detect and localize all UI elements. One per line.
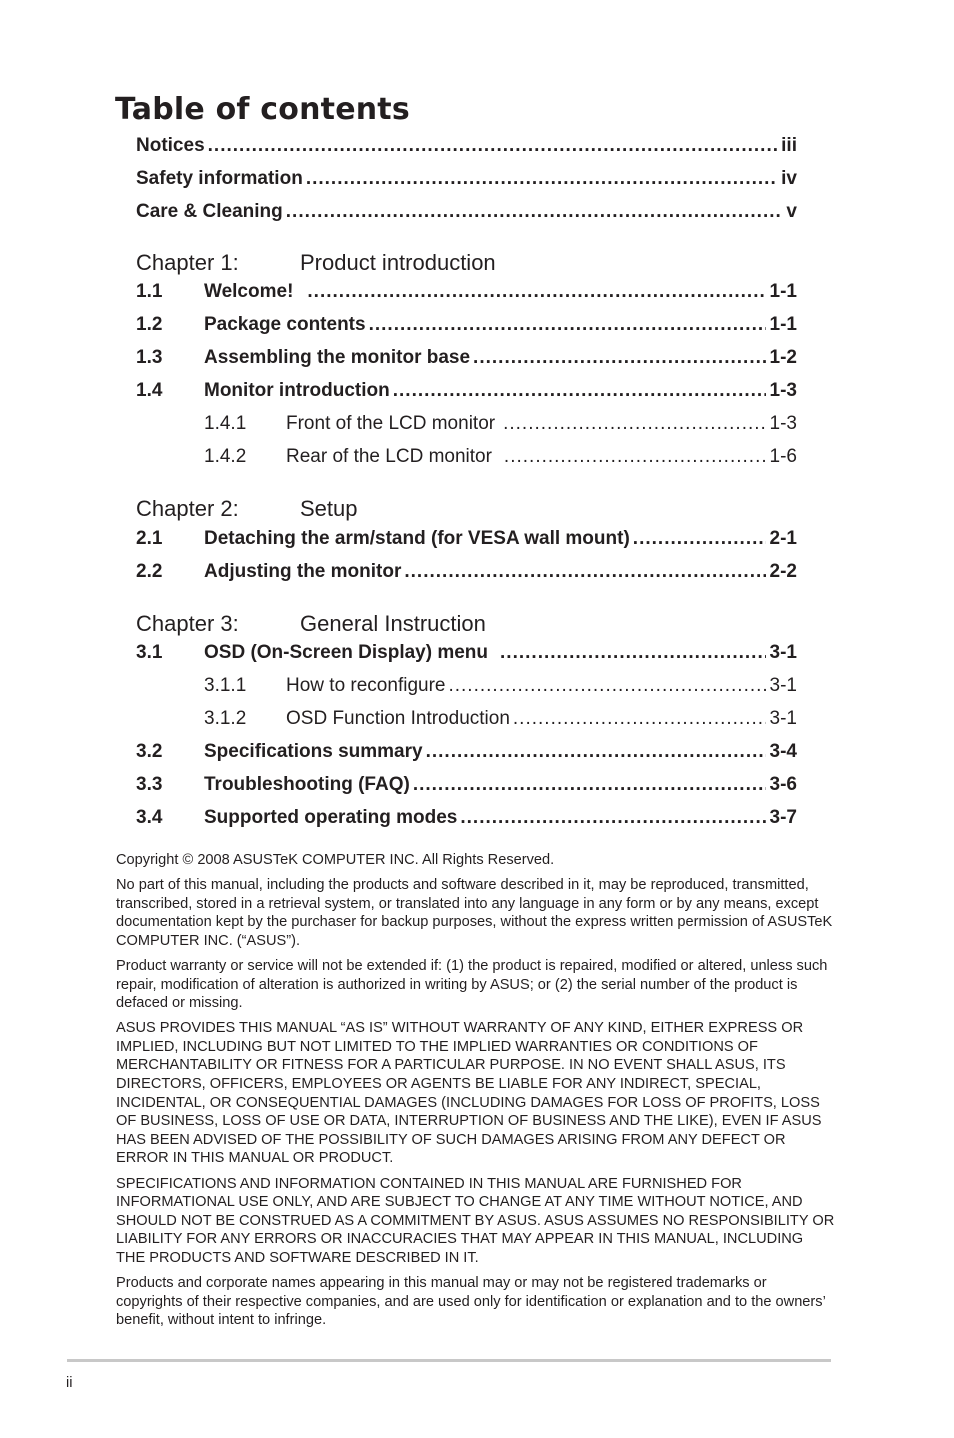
toc-entry-1-3[interactable] [136,347,797,380]
chapter-title: General Instruction [300,611,486,636]
chapter-title: Setup [300,496,358,521]
legal-paragraph-reproduction: No part of this manual, including the products and software described in it, may be reproduced, transmitted, transcribed, stored in a retrieval system, or translated into any language in any form or by any means, except documentation kept by the purchaser for backup purposes, without the express written permission of ASUSTeK COMPUTER INC. (“ASUS”). [116,877,833,949]
dot-leader [393,380,766,402]
toc-entry-3-3[interactable] [136,774,797,807]
dot-leader [286,201,783,223]
toc-entry-page: 3-1 [769,642,797,663]
toc-entry-number: 1.4.1 [204,413,247,434]
toc-entry-page: 3-1 [769,675,797,696]
chapter-number: Chapter 3: [136,611,239,636]
toc-entry-number: 1.4.2 [204,446,247,467]
dot-leader [504,446,766,468]
chapter-2-heading[interactable] [136,496,358,522]
legal-notice [116,851,836,1336]
toc-entry-page: iii [781,135,797,156]
chapter-title: Product introduction [300,250,496,275]
chapter-1-heading[interactable] [136,250,496,276]
toc-entry-page: 3-1 [769,708,797,729]
toc-entry-page: 1-2 [769,347,797,368]
toc-entry-number: 1.3 [136,347,163,368]
copyright-line: Copyright © 2008 ASUSTeK COMPUTER INC. All Rights Reserved. [116,852,555,868]
dot-leader [208,135,778,157]
toc-entry-page: 3-4 [769,741,797,762]
toc-entry-number: 3.1 [136,642,163,663]
chapter-3-heading[interactable] [136,611,486,637]
toc-entry-label: Supported operating modes [204,807,458,828]
toc-entry-label: Monitor introduction [204,380,390,401]
dot-leader [633,528,766,550]
toc-entry-label: Package contents [204,314,366,335]
toc-entry-1-1[interactable] [136,281,797,314]
toc-entry-label: OSD (On-Screen Display) menu [204,642,489,663]
toc-entry-label: Care & Cleaning [136,201,283,222]
toc-chapter-1 [136,281,797,479]
dot-leader [306,168,777,190]
toc-entry-page: v [786,201,797,222]
toc-entry-3-1-2[interactable] [136,708,797,741]
toc-entry-number: 2.2 [136,561,163,582]
dot-leader [307,281,765,303]
toc-entry-2-2[interactable] [136,561,797,594]
toc-entry-1-4-2[interactable] [136,446,797,479]
legal-paragraph-trademarks: Products and corporate names appearing in this manual may or may not be registered trademarks or copyrights of their respective companies, and are used only for identification or explanation and to the owners’ benefit, without intent to infringe. [116,1274,826,1329]
footer-divider [67,1359,831,1362]
toc-entry-3-2[interactable] [136,741,797,774]
toc-entry-number: 2.1 [136,528,163,549]
toc-entry-1-4-1[interactable] [136,413,797,446]
toc-entry-page: 3-7 [769,807,797,828]
toc-entry-label: Notices [136,135,205,156]
dot-leader [369,314,766,336]
dot-leader [473,347,765,369]
toc-entry-3-1-1[interactable] [136,675,797,708]
toc-front-matter [136,135,797,234]
toc-chapter-3 [136,642,797,840]
toc-entry-number: 3.4 [136,807,163,828]
toc-entry-page: iv [781,168,797,189]
toc-entry-page: 1-3 [769,413,797,434]
dot-leader [404,561,765,583]
toc-entry-page: 1-6 [769,446,797,467]
toc-entry-care-cleaning[interactable] [136,201,797,234]
toc-entry-label: Front of the LCD monitor [286,413,496,434]
toc-entry-number: 3.1.1 [204,675,247,696]
dot-leader [500,642,766,664]
toc-entry-notices[interactable] [136,135,797,168]
toc-entry-label: How to reconfigure [286,675,446,696]
toc-entry-number: 3.1.2 [204,708,247,729]
toc-entry-number: 3.3 [136,774,163,795]
toc-entry-label: Rear of the LCD monitor [286,446,492,467]
toc-entry-label: Detaching the arm/stand (for VESA wall mount) [204,528,630,549]
toc-entry-page: 1-3 [769,380,797,401]
toc-entry-page: 3-6 [769,774,797,795]
chapter-number: Chapter 2: [136,496,239,521]
toc-entry-number: 1.4 [136,380,163,401]
toc-entry-page: 1-1 [769,314,797,335]
toc-chapter-2 [136,528,797,594]
dot-leader [513,708,766,730]
toc-entry-label: Specifications summary [204,741,423,762]
dot-leader [448,675,765,697]
toc-entry-safety-information[interactable] [136,168,797,201]
toc-entry-1-4[interactable] [136,380,797,413]
toc-entry-page: 2-1 [769,528,797,549]
dot-leader [413,774,766,796]
toc-entry-1-2[interactable] [136,314,797,347]
toc-entry-number: 1.1 [136,281,163,302]
toc-entry-label: Assembling the monitor base [204,347,471,368]
footer-page-number: ii [66,1375,73,1391]
chapter-number: Chapter 1: [136,250,239,275]
toc-entry-label: Troubleshooting (FAQ) [204,774,410,795]
toc-entry-3-1[interactable] [136,642,797,675]
toc-entry-3-4[interactable] [136,807,797,840]
toc-entry-label: Welcome! [204,281,294,302]
toc-entry-number: 1.2 [136,314,163,335]
legal-paragraph-disclaimer: ASUS PROVIDES THIS MANUAL “AS IS” WITHOUT WARRANTY OF ANY KIND, EITHER EXPRESS OR IMPLIED, INCLUDING BUT NOT LIMITED TO THE IMPLIED WARRANTIES OR CONDITIONS OF MERCHANTABILITY OR FITNESS FOR A PARTICULAR PURPOSE. IN NO EVENT SHALL ASUS, ITS DIRECTORS, OFFICERS, EMPLOYEES OR AGENTS BE LIABLE FOR ANY INDIRECT, SPECIAL, INCIDENTAL, OR CONSEQUENTIAL DAMAGES (INCLUDING DAMAGES FOR LOSS OF PROFITS, LOSS OF BUSINESS, LOSS OF USE OR DATA, INTERRUPTION OF BUSINESS AND THE LIKE), EVEN IF ASUS HAS BEEN ADVISED OF THE POSSIBILITY OF SUCH DAMAGES ARISING FROM ANY DEFECT OR ERROR IN THIS MANUAL OR PRODUCT. [116,1020,822,1167]
toc-entry-page: 1-1 [769,281,797,302]
toc-entry-label: OSD Function Introduction [286,708,510,729]
page-title: Table of contents [115,92,410,127]
toc-entry-number: 3.2 [136,741,163,762]
dot-leader [460,807,765,829]
legal-paragraph-warranty: Product warranty or service will not be extended if: (1) the product is repaired, modified or altered, unless such repair, modification of alteration is authorized in writing by ASUS; or (2) the serial number of the product is defaced or missing. [116,957,828,1012]
dot-leader [503,413,765,435]
toc-entry-label: Safety information [136,168,303,189]
toc-entry-page: 2-2 [769,561,797,582]
dot-leader [426,741,766,763]
toc-entry-label: Adjusting the monitor [204,561,402,582]
toc-entry-2-1[interactable] [136,528,797,561]
legal-paragraph-specifications: SPECIFICATIONS AND INFORMATION CONTAINED IN THIS MANUAL ARE FURNISHED FOR INFORMATIONAL USE ONLY, AND ARE SUBJECT TO CHANGE AT ANY TIME WITHOUT NOTICE, AND SHOULD NOT BE CONSTRUED AS A COMMITMENT BY ASUS. ASUS ASSUMES NO RESPONSIBILITY OR LIABILITY FOR ANY ERRORS OR INACCURACIES THAT MAY APPEAR IN THIS MANUAL, INCLUDING THE PRODUCTS AND SOFTWARE DESCRIBED IN IT. [116,1175,835,1266]
